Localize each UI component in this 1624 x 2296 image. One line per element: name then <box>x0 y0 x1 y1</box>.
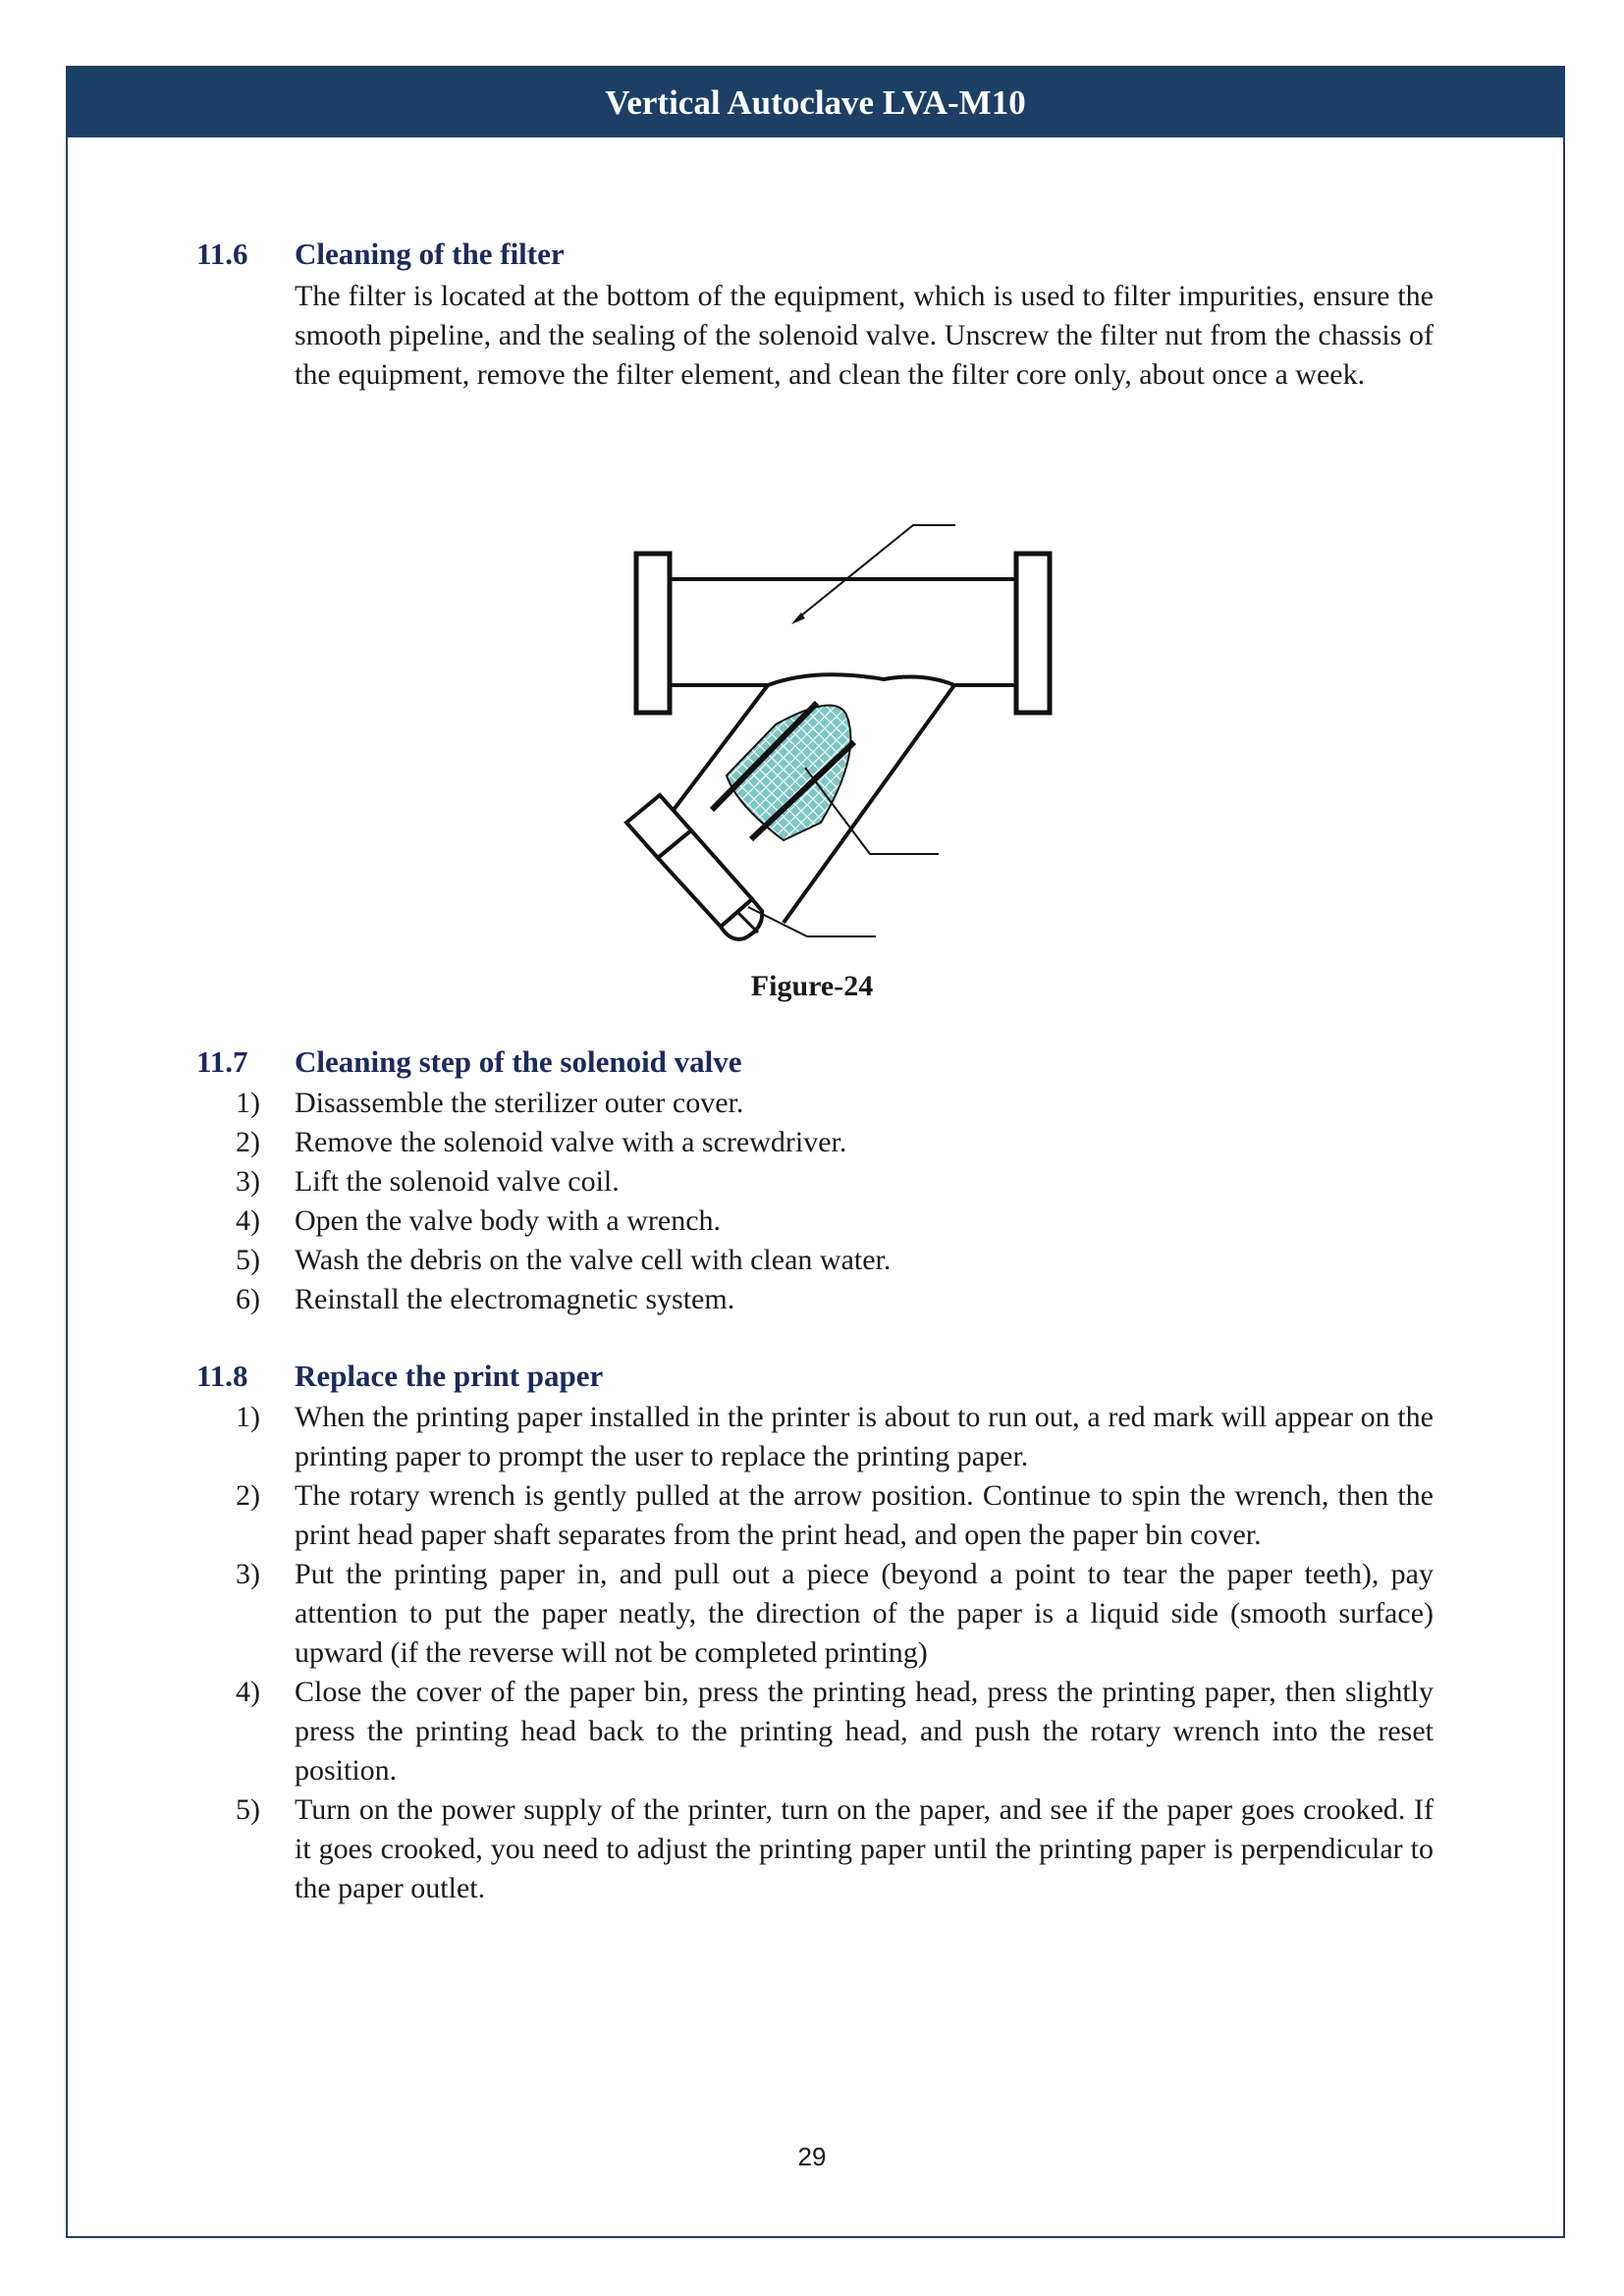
list-item <box>236 1084 1434 1123</box>
section-number: 11.8 <box>196 1359 248 1393</box>
list-item <box>236 1162 1434 1201</box>
section-number: 11.7 <box>196 1044 248 1079</box>
filter-diagram <box>589 510 1060 942</box>
list-item <box>236 1476 1434 1555</box>
list-item <box>236 1398 1434 1476</box>
step-text: Wash the debris on the valve cell with clean water. <box>295 1244 892 1276</box>
step-number: 5) <box>236 1793 260 1826</box>
step-text: Reinstall the electromagnetic system. <box>295 1283 735 1315</box>
section-title: Cleaning step of the solenoid valve <box>295 1044 742 1079</box>
step-number: 3) <box>236 1558 260 1590</box>
right-flange <box>1016 554 1050 713</box>
page-header <box>68 68 1563 137</box>
step-text: Remove the solenoid valve with a screwdriver. <box>295 1126 847 1158</box>
step-text: When the printing paper installed in the printer is about to run out, a red mark will appear on the printing paper to prompt the user to replace the printing paper. <box>295 1401 1434 1472</box>
step-number: 1) <box>236 1087 260 1119</box>
list-item <box>236 1673 1434 1790</box>
list-item <box>236 1280 1434 1319</box>
step-number: 2) <box>236 1479 260 1512</box>
step-text: Disassemble the sterilizer outer cover. <box>295 1087 744 1119</box>
print-paper-steps-list <box>236 1398 1434 1908</box>
step-number: 4) <box>236 1204 260 1237</box>
section-number: 11.6 <box>196 237 248 271</box>
section-heading-11-7 <box>196 1044 742 1080</box>
step-text: Turn on the power supply of the printer, turn on the paper, and see if the paper goes crooked. If it goes crooked, you need to adjust the printing paper until the printing paper is perpendicular to the paper outlet. <box>295 1793 1434 1904</box>
step-number: 2) <box>236 1126 260 1158</box>
step-number: 3) <box>236 1165 260 1198</box>
step-text: The rotary wrench is gently pulled at the arrow position. Continue to spin the wrench, then the print head paper shaft separates from the print head, and open the paper bin cover. <box>295 1479 1434 1551</box>
step-text: Lift the solenoid valve coil. <box>295 1165 620 1198</box>
step-number: 6) <box>236 1283 260 1315</box>
solenoid-steps-list <box>236 1084 1434 1319</box>
section-heading-11-6 <box>196 237 565 272</box>
step-number: 5) <box>236 1244 260 1276</box>
section-heading-11-8 <box>196 1359 603 1394</box>
list-item <box>236 1241 1434 1280</box>
list-item <box>236 1555 1434 1673</box>
step-text: Open the valve body with a wrench. <box>295 1204 722 1237</box>
page-number: 29 <box>797 2142 827 2171</box>
figure-caption: Figure-24 <box>750 970 874 1002</box>
section-title: Replace the print paper <box>295 1359 604 1393</box>
step-number: 1) <box>236 1401 260 1433</box>
document-title: Vertical Autoclave LVA-M10 <box>605 82 1026 122</box>
left-flange <box>636 554 670 713</box>
step-text: Close the cover of the paper bin, press the printing head, press the printing paper, then slightly press the printing head back to the printing head, and push the rotary wrench into the reset position. <box>295 1676 1434 1787</box>
list-item <box>236 1123 1434 1162</box>
step-text: Put the printing paper in, and pull out a piece (beyond a point to tear the paper teeth), pay attention to put the paper neatly, the direction of the paper is a liquid side (smooth surface) upward (if the reverse will not be completed printing) <box>295 1558 1434 1669</box>
section-title: Cleaning of the filter <box>295 237 565 271</box>
filter-paragraph: The filter is located at the bottom of the equipment, which is used to filter impurities, ensure the smooth pipeline, and the sealing of the solenoid valve. Unscrew the filter nut from the chassis of the equipment, remove the filter element, and clean the filter core only, about once a week. <box>295 280 1434 391</box>
list-item <box>236 1201 1434 1241</box>
list-item <box>236 1790 1434 1908</box>
step-number: 4) <box>236 1676 260 1708</box>
